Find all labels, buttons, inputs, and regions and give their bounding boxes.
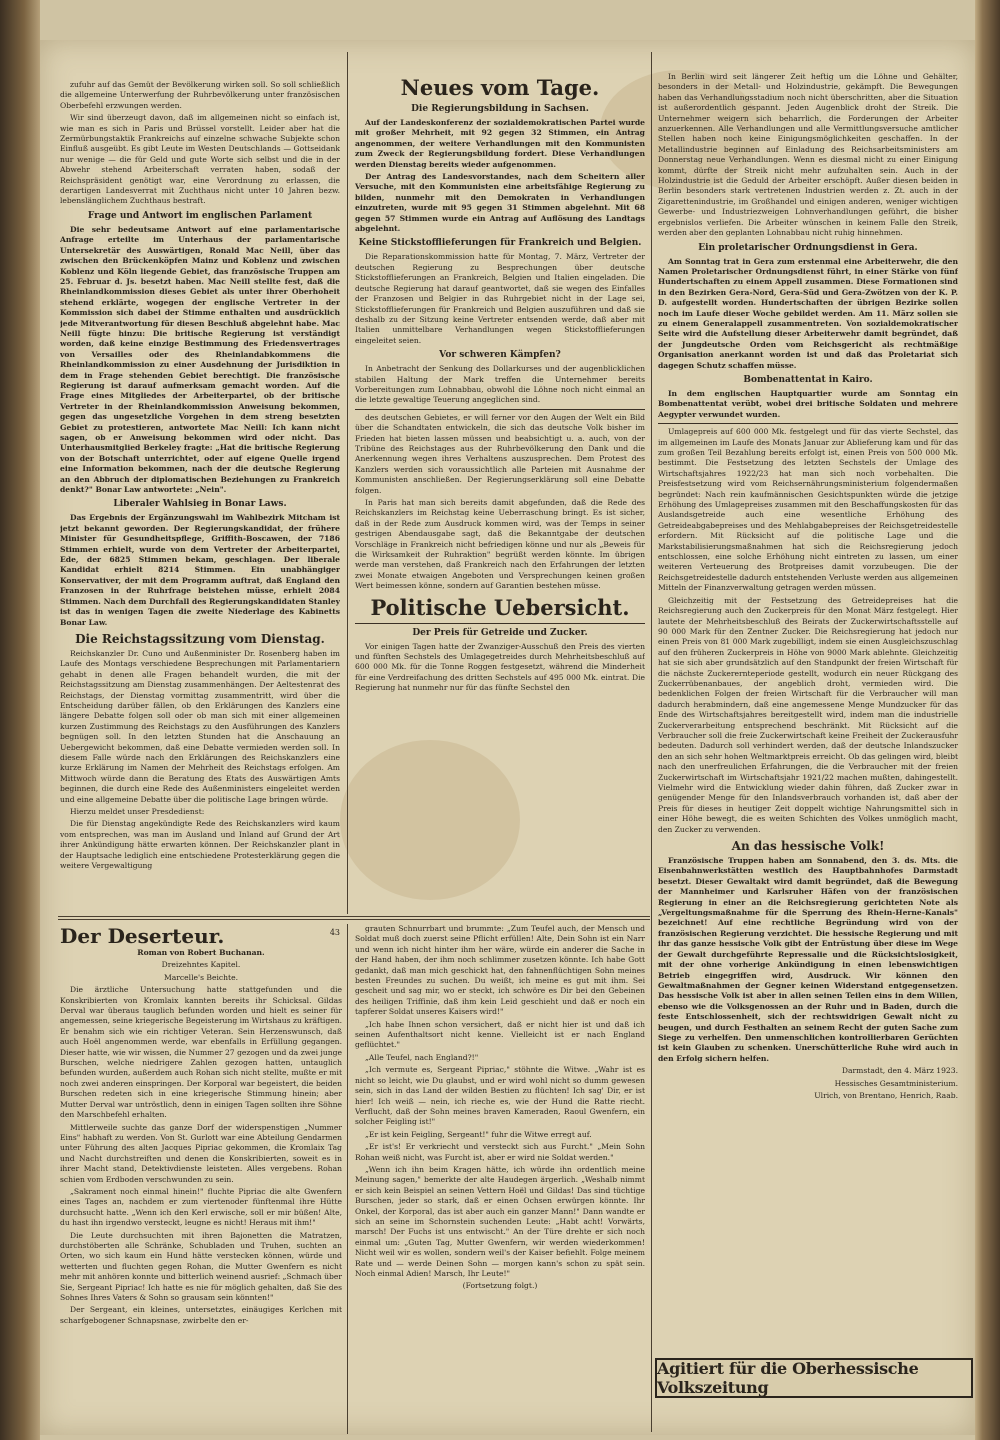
subscription-banner: Agitiert für die Oberhessische Volkszeitung	[655, 1358, 973, 1398]
headline-to-hessian-people: An das hessische Volk!	[731, 839, 885, 854]
paragraph: des deutschen Gebietes, er will ferner vor den Augen der Welt ein Bild über die Schandtaten entwickeln, die sich das deutsche Volk bisher im Frieden hat bieten lassen müssen und beabsichtigt u. a. auch, von der Tribüne des Reichstages aus der Ruhrbevölkerung den Dank und die Anerkennung wegen ihres Verhaltens auszusprechen. Dem Protest des Kanzlers werden sich voraussichtlich alle Parteien mit Ausnahme der Kommunisten anschließen. Der Regierungserklärung soll eine Debatte folgen.	[355, 412, 645, 495]
section-title-political-overview: Politische Uebersicht.	[370, 594, 630, 620]
divider	[355, 409, 645, 410]
serial-continuation-note: (Fortsetzung folgt.)	[462, 1281, 538, 1291]
divider	[658, 423, 958, 424]
headline-reichstag-session: Die Reichstagssitzung vom Dienstag.	[75, 631, 325, 646]
paragraph: Die Leute durchsuchten mit ihren Bajonetten die Matratzen, durchstöberten alle Schränke, Schubladen und Truhen, suchten an Orten, wo sich kaum ein Hund hätte verstecken können, würde und wetterten und fluchten gegen Rohan, die Mutter Gwenfern es nicht mehr mit anhören konnte und bitterlich weinend ausrief: „Schmach über Sie, Sergeant Pipriac! Ich hatte es nie für möglich gehalten, daß Sie des Sohnes Ihres Vaters & Sohn so grausam sein könnten!"	[60, 1230, 342, 1302]
headline-saxony-government: Die Regierungsbildung in Sachsen.	[411, 104, 589, 114]
serial-chapter: Dreizehntes Kapitel.	[161, 960, 241, 970]
paragraph: In Paris hat man sich bereits damit abgefunden, daß die Rede des Reichskanzlers im Reichstag keine Ueberraschung bringt. Es ist sicher, daß in der Rede zum Ausdruck kommen wird, was der Temps in seiner gestrigen Abendausgabe sagt, daß die Bekanntgabe der deutschen Vorschläge in Frankreich nicht befriedigen könne und nur als „Beweis für die Wirksamkeit der Ruhraktion" begrüßt werden könnte. Im übrigen werde man verstehen, daß Frankreich nach den Erfahrungen der letzten zwei Monate etwaigen Angeboten und Versprechungen keinen großen Wert beimessen könne, sondern auf Garantien bestehen müsse.	[355, 498, 645, 591]
paragraph: Gleichzeitig mit der Festsetzung des Getreidepreises hat die Reichsregierung auch den Zuckerpreis für den Monat März festgelegt. Hier lautete der Mehrheitsbeschluß des Beirats der Zuckerwirtschaftsstelle auf 90 000 Mark für den Zentner Zucker. Die Reichsregierung hat jedoch nur einen Preis von 81 000 Mark zugebilligt, indem sie einen Ausgleichszuschlag auf den früheren Zuckerpreis in Höhe von 9000 Mark ablehnte. Gleichzeitig hat sie sich aber grundsätzlich auf den Standpunkt der freien Wirtschaft für die nächste Zuckerernteperiode gestellt, wodurch ein neuer Rückgang des Zuckerrübenanbaues, der angeblich droht, vermieden wird. Die bedenklichen Folgen der freien Wirtschaft für die Verbraucher will man dadurch herabmindern, daß eine angemessene Menge Mundzucker für das Ende des Wirtschaftsjahres bereitgestellt wird, indem man die industrielle Zuckerverarbeitung entsprechend beschränkt. Mit Rücksicht auf die Verbraucher soll die freie Zuckerwirtschaft keine Freiheit der Zuckerausfuhr bedeuten. Dadurch soll verhindert werden, daß der deutsche Inlandszucker den an sich sehr hohen Weltmarktpreis erreicht. Ob das gelingen wird, bleibt nach den unerfreulichen Erfahrungen, die die Verbraucher mit der freien Zuckerwirtschaft im Wirtschaftsjahr 1921/22 machen mußten, dahingestellt. Vielmehr wird die Entwicklung wieder dahin führen, daß Zucker zwar in genügender Menge für den Inlandsverbrauch vorhanden ist, daß aber der Preis für dieses in heutiger Zeit doppelt wichtige Nahrungsmittel sich in einer Höhe bewegt, die es weiten Schichten des Volkes unmöglich macht, den Zucker zu verwenden.	[658, 595, 958, 834]
column-2	[355, 72, 645, 912]
headline-liberal-victory: Liberaler Wahlsieg in Bonar Laws.	[113, 499, 287, 510]
paragraph: „Ich habe Ihnen schon versichert, daß er nicht hier ist und daß ich seinen Aufenthaltsort nicht kenne. Vielleicht ist er nach England geflüchtet."	[355, 1019, 645, 1050]
paragraph: Die für Dienstag angekündigte Rede des Reichskanzlers wird kaum vom entsprechen, was man im Ausland und Inland auf Grund der Art ihrer Ankündigung hätte erwarten können. Der Reichskanzler plant in der Hauptsache lediglich eine entschiedene Protesterklärung gegen die weitere Vergewaltigung	[60, 819, 340, 871]
book-binding-left	[0, 0, 40, 1440]
column-1	[60, 80, 340, 912]
divider	[355, 623, 645, 624]
signatory-names: Ulrich, von Brentano, Henrich, Raab.	[814, 1090, 958, 1100]
paragraph: „Alle Teufel, nach England?!"	[365, 1052, 479, 1062]
signatory-ministry: Hessisches Gesamtministerium.	[834, 1078, 958, 1088]
feuilleton-rule	[58, 919, 650, 920]
headline-cairo-bombing: Bombenattentat in Kairo.	[743, 374, 873, 385]
paragraph: Am Sonntag trat in Gera zum erstenmal eine Arbeiterwehr, die den Namen Proletarischer Ordnungsdienst führt, in einer Stärke von fünf Hundertschaften zu einem Appell zusammen. Diese Formationen sind in den Bezirken Gera-Nord, Gera-Süd und Gera-Zwötzen von der K. P. D. aufgestellt worden. Hundertschaften der übrigen Bezirke sollen noch im Laufe dieser Woche gebildet werden. Am 11. März sollen sie zu einem Generalappell zusammentreten. Von sozialdemokratischer Seite wird die Aufstellung dieser Arbeiterwehr damit begründet, daß der Jungdeutsche Orden vom Reichsgericht als rechtmäßige Organisation anerkannt worden ist und daß das Proletariat sich dagegen Schutz schaffen müsse.	[658, 256, 958, 370]
paragraph: Mittlerweile suchte das ganze Dorf der widerspenstigen „Nummer Eins" habhaft zu werden. Von St. Gurlott war eine Abteilung Gendarmen unter Führung des alten Jacques Pipriac gekommen, die Kromlaix Tag und Nacht durchstreiften und denen die Konskribierten, soweit es in ihrer Macht stand, Detektivdienste leisteten. Alles vergebens. Rohan schien vom Erdboden verschwunden zu sein.	[60, 1122, 342, 1184]
paragraph: grauten Schnurrbart und brummte: „Zum Teufel auch, der Mensch und Soldat muß doch zuerst seine Pflicht erfüllen! Alte, Dein Sohn ist ein Narr und wenn ich nicht hinter ihm her wäre, würde ein anderer die Sache in der Hand haben, der ihm noch schlimmer zusetzen könnte. Ich habe Gott gedankt, daß man mich geschickt hat, den fahnenflüchtigen Sohn meines besten Freundes zu suchen. Du weißt, ich meine es gut mit ihm. Sei gescheit und sag mir, wo er steckt, ich schwöre es Dir bei den Gebeinen des heiligen Triffinie, daß ihm kein Leid geschieht und daß er noch ein tapferer Soldat unseres Kaisers wird!"	[355, 924, 645, 1017]
paragraph: Die Reparationskommission hatte für Montag, 7. März, Vertreter der deutschen Regierung zu Besprechungen über deutsche Stickstofflieferungen an Frankreich, Belgien und Italien eingeladen. Die deutsche Regierung hat darauf geantwortet, daß sie wegen des Einfalles der Franzosen und Belgier in das Ruhrgebiet nicht in der Lage sei, Stickstofflieferungen für Frankreich und Belgien auszuführen und daß sie deshalb zu der Sitzung keine Vertreter entsenden werde, daß aber mit Italien unmittelbare Verhandlungen wegen Stickstofflieferungen eingeleitet seien.	[355, 252, 645, 345]
serial-title: Der Deserteur.	[60, 924, 225, 948]
paragraph: Das Ergebnis der Ergänzungswahl im Wahlbezirk Mitcham ist jetzt bekannt geworden. Der Regierungskandidat, der frühere Minister für Gesundheitspflege, Griffith-Boscawen, der 7186 Stimmen erhielt, wurde von dem Vertreter der Arbeiterpartei, Ede, der 6825 Stimmen bekam, geschlagen. Der liberale Kandidat erhielt 8214 Stimmen. Ein unabhängiger Konservativer, der mit dem Programm auftrat, daß England den Franzosen in der Ruhrfrage beistehen müsse, erhielt 2084 Stimmen. Nach dem Durchfall des Regierungskandidaten Stanley ist das in wenigen Tagen die zweite Niederlage des Kabinetts Bonar Law.	[60, 513, 340, 627]
serial-chapter-title: Marcelle's Beichte.	[163, 972, 239, 982]
serial-installment-number: 43	[329, 928, 340, 937]
headline-nitrogen-deliveries: Keine Stickstofflieferungen für Frankreich und Belgien.	[358, 238, 642, 249]
paragraph: In Anbetracht der Senkung des Dollarkurses und der augenblicklichen stabilen Haltung der Mark treffen die Unternehmer bereits Vorbereitungen zum Lohnabbau, obwohl die Löhne noch nicht einmal an die letzte gewaltige Teuerung angeglichen sind.	[355, 364, 645, 405]
serial-column-2	[355, 924, 645, 1429]
serial-column-1	[60, 924, 342, 1429]
column-rule	[651, 52, 652, 1432]
paragraph: In dem englischen Hauptquartier wurde am Sonntag ein Bombenattentat verübt, wobei drei britische Soldaten und mehrere Aegypter verwundet wurden.	[658, 388, 958, 419]
column-rule	[347, 52, 348, 914]
feuilleton-rule	[58, 916, 650, 917]
headline-english-parliament: Frage und Antwort im englischen Parlament	[87, 210, 313, 221]
paragraph: „Ich vermute es, Sergeant Pipriac," stöhnte die Witwe. „Wahr ist es nicht so leicht, wie Du glaubst, und er wird wohl nicht so dumm gewesen sein, sich in das Land der wilden Bestien zu flüchten! Ich sag' Dir, er ist hier! Ich weiß — nein, ich rieche es, wie der Hund die Ratte riecht. Verflucht, daß der Sohn meines braven Kameraden, Raoul Gwenfern, ein solcher Feigling ist!"	[355, 1065, 645, 1127]
column-rule	[347, 924, 348, 1434]
paragraph: Vor einigen Tagen hatte der Zwanziger-Ausschuß den Preis des vierten und fünften Sechstels des Umlagegetreides durch Mehrheitsbeschluß auf 600 000 Mk. für die Tonne Roggen festgesetzt, während die Minderheit für eine Verdreifachung des dritten Sechstels auf 495 000 Mk. eintrat. Die Regierung hat nunmehr nur für das fünfte Sechstel den	[355, 641, 645, 693]
paragraph: „Wenn ich ihn beim Kragen hätte, ich würde ihn ordentlich meine Meinung sagen," bemerkte der alte Haudegen ärgerlich. „Weshalb nimmt er sich kein Beispiel an seinen Vettern Hoël und Gildas! Das sind tüchtige Burschen, jeder so stark, daß er einen Ochsen erwürgen könnte. Ihr Onkel, der Korporal, das ist aber auch ein ganzer Mann!" Dann wandte er sich an seine im Schornstein suchenden Leute: „Habt acht! Vorwärts, marsch! Der Fuchs ist uns entwischt." An der Türe drehte er sich noch einmal um: „Guten Tag, Mutter Gwenfern, wir werden wiederkommen! Nicht weil wir es wollen, sondern weil's der Kaiser befiehlt. Folge meinem Rate und — werde Deinen Sohn — morgen kann's schon zu spät sein. Noch einmal Adien! Marsch, Ihr Leute!"	[355, 1164, 645, 1278]
paragraph: Die ärztliche Untersuchung hatte stattgefunden und die Konskribierten von Kromlaix kannten bereits ihr Schicksal. Gildas Derval war überaus tauglich befunden worden und hielt es seiner für angemessen, seine kriegerische Begeisterung im Wirtshaus zu kräftigen. Er benahm sich wie ein richtiger Veteran. Sein Herzenswunsch, daß auch Hoël angenommen werde, war ebenfalls in Erfüllung gegangen. Dieser hatte, wie wir wissen, die Nummer 27 gezogen und da zwei junge Burschen, welche niedrigere Zahlen gezogen hatten, untauglich befunden wurden, außerdem auch Rohan sich nicht stellte, mußte er mit noch zwei anderen einspringen. Der Korporal war begeistert, die beiden Burschen redeten sich in eine kriegerische Stimmung hinein; aber Mutter Derval war untröstlich, denn in einigen Tagen sollten ihre Söhne den Marschbefehl erhalten.	[60, 985, 342, 1120]
paragraph: Der Sergeant, ein kleines, untersetztes, einäugiges Kerlchen mit scharfgebogener Schnapsnase, zwirbelte den er-	[60, 1305, 342, 1325]
paragraph: Der Antrag des Landesvorstandes, nach dem Scheitern aller Versuche, mit den Kommunisten eine arbeitsfähige Regierung zu bilden, nunmehr mit den Demokraten in Verhandlungen einzutreten, wurde mit 95 gegen 31 Stimmen abgelehnt. Mit 68 gegen 57 Stimmen wurde ein Antrag auf Auflösung des Landtags abgelehnt.	[355, 172, 645, 234]
paragraph: zufuhr auf das Gemüt der Bevölkerung wirken soll. So soll schließlich die allgemeine Unterwerfung der Ruhrbevölkerung unter französischen Oberbefehl erzwungen werden.	[60, 80, 340, 110]
paragraph: Wir sind überzeugt davon, daß im allgemeinen nicht so einfach ist, wie man es sich in Paris und Brüssel vorstellt. Leider aber hat die Zermürbungstaktik Frankreichs auf einzelne schwache Subjekte schon Einfluß ausgeübt. Es gibt Leute im Westen Deutschlands — Gottseidank nur wenige — die für Geld und gute Worte sich selbst und die in der Abwehr stehend Arbeiterschaft verraten haben, sodaß der Reichspräsident genötigt war, eine Verordnung zu erlassen, die derartigen Landesverrat mit Zuchthaus nicht unter 10 Jahren bezw. lebenslänglichem Zuchthaus bestraft.	[60, 113, 340, 206]
headline-grain-sugar-price: Der Preis für Getreide und Zucker.	[412, 627, 588, 638]
paragraph: „Sakrament noch einmal hinein!" fluchte Pipriac die alte Gwenfern eines Tages an, nachdem er zum viertenoder fünftenmal ihre Hütte durchsucht hatte. „Wenn ich den Kerl erwische, soll er mir büßen! Alte, du hast ihn irgendwo versteckt, leugne es nicht! Heraus mit ihm!"	[60, 1186, 342, 1228]
paragraph: Hierzu meldet unser Presdedienst:	[70, 807, 205, 816]
headline-hard-struggles: Vor schweren Kämpfen?	[439, 350, 561, 361]
paragraph: Umlagepreis auf 600 000 Mk. festgelegt und für das vierte Sechstel, das im allgemeinen im Laufe des Monats Januar zur Ablieferung kam und für das zum großen Teil Bezahlung bereits erfolgt ist, einen Preis von 500 000 Mk. bestimmt. Die Festsetzung des letzten Sechstels der Umlage des Wirtschaftsjahres 1922/23 hat man sich noch vorbehalten. Die Preisfestsetzung wird vom Reichsernährungsministerium folgendermaßen begründet: Nach rein kaufmännischen Gesichtspunkten würde die jetzige Erhöhung des Umlagepreises zusammen mit den Beschaffungskosten für das Auslandsgetreide auch eine wesentliche Erhöhung des Getreideabgabepreises und des Mehlabgabepreises der Reichsgetreidestelle erfordern. Mit Rücksicht auf die politische Lage und die Markstabilisierungsmaßnahmen hat sich die Reichsregierung jedoch entschlossen, eine solche Erhöhung nicht eintreten zu lassen, um einer weiteren Verteuerung des Brotpreises damit vorzubeugen. Die der Reichsgetreidestelle dadurch entstehenden Verluste werden aus allgemeinen Mitteln der Finanzverwaltung getragen werden müssen.	[658, 427, 958, 593]
column-3	[658, 72, 958, 1354]
section-title-news-of-the-day: Neues vom Tage.	[400, 75, 600, 100]
paragraph: Die sehr bedeutsame Antwort auf eine parlamentarische Anfrage erteilte im Unterhaus der parlamentarische Untersekretär des Auswärtigen, Ronald Mac Neill, über das zwischen den Brückenköpfen Mainz und Koblenz und zwischen Koblenz und Köln liegende Gebiet, das französische Truppen am 25. Februar d. Js. besetzt haben. Mac Neill stellte fest, daß die Rheinlandkommission dieses Gebiet als unter ihrer Oberhoheit stehend erklärte, wogegen der englische Vertreter in der Kommission sich dabei der Stimme enthalten und ausdrücklich jede Mitverantwortung für diesen Beschluß abgelehnt habe. Mac Neill fügte hinzu: Die britische Regierung ist verständigt worden, daß keine einzige Bestimmung des Friedensvertrages von Versailles oder des Rheinlandabkommens die Rheinlandkommission zu einer Ausdehnung der Jurisdiktion in dem in Frage stehenden Gebiet berechtigt. Die französische Regierung ist darauf aufmerksam gemacht worden. Auf die Frage eines Mitgliedes der Arbeiterpartei, ob der britische Vertreter in der Rheinlandkommission Anweisung bekommen, gegen das ungesetzliche Vorgehen in dem streng besetzten Gebiet zu protestieren, antwortete Mac Neill: Ich kann nicht sagen, ob er Anweisung bekommen wird oder nicht. Das Unterhausmitglied Berkeley fragte: „Hat die britische Regierung von der Botschaft unterrichtet, oder auf eigene Quelle irgend eine Information bekommen, nach der die deutsche Regierung an den Abbruch der diplomatischen Beziehungen zu Frankreich denkt?" Bonar Law antwortete: „Nein".	[60, 224, 340, 495]
paragraph: Reichskanzler Dr. Cuno und Außenminister Dr. Rosenberg haben im Laufe des Montags verschiedene Besprechungen mit Parlamentariern gehabt in denen alle Fragen behandelt wurden, die mit der Reichstagssitzung am Dienstag zusammenhängen. Der Aeltestenrat des Reichstags, der Dienstag vormittag zusammentritt, wird über die Entscheidung darüber fällen, ob den Erklärungen des Kanzlers eine längere Debatte folgen soll oder ob man sich mit einer allgemeinen kurzen Zustimmung des Reichstags zu den Ausführungen des Kanzlers begnügen soll. In den letzten Stunden hat die Anschauung an Uebergewicht bekommen, daß eine Debatte vermieden werden soll. In diesem Falle würde nach den Erklärungen des Reichskanzlers eine kurze Erklärung im Namen der Mehrheit des Reichstags erfolgen. Am Mittwoch würde dann die Beratung des Etats des Auswärtigen Amts beginnen, die durch eine Rede des Außenministers eingeleitet werden und eine allgemeine Debatte über die politische Lage bringen würde.	[60, 648, 340, 804]
paragraph: „Er ist's! Er verkriecht und versteckt sich aus Furcht." „Mein Sohn Rohan weiß nicht, was Furcht ist, aber er wird nie Soldat werden."	[355, 1142, 645, 1162]
book-binding-right	[975, 0, 1000, 1440]
paragraph: Französische Truppen haben am Sonnabend, den 3. ds. Mts. die Eisenbahnwerkstätten westlich des Hauptbahnhofes Darmstadt besetzt. Dieser Gewaltakt wird damit begründet, daß die Bewegung der Mannheimer und Karlsruher Häfen von der französischen Regierung in einer an die Reichsregierung gerichteten Note als „Vergeltungsmaßnahme für die Sperrung des Rhein-Herne-Kanals" bezeichnet! Auf eine rechtliche Begründung wird von der französischen Regierung verzichtet. Die hessische Regierung und mit ihr das ganze hessische Volk gibt der Entrüstung über diese im Wege der Gewalt durchgeführte Repressalie und die Rücksichtslosigkeit, mit der ohne vorherige Ankündigung in einen lebenswichtigen Betrieb eingegriffen wird, Ausdruck. Wir können den Gewaltmaßnahmen der Gegner keinen Widerstand entgegensetzen. Das hessische Volk ist aber in allen seinen Teilen eins in dem Willen, ebenso wie die Volksgenossen an der Ruhr und in Baden, durch die feste Entschlossenheit, sich der rechtswidrigen Gewalt nicht zu beugen, und durch Festhalten an seinem Recht der guten Sache zum Siege zu verhelfen. Den unmenschlichen kontrollierbaren Gerüchten ist kein Glauben zu schenken. Unerschütterliche Ruhe wird auch in den Erfolg sichern helfen.	[658, 856, 958, 1063]
paragraph: „Er ist kein Feigling, Sergeant!" fuhr die Witwe erregt auf.	[365, 1129, 592, 1139]
paragraph: In Berlin wird seit längerer Zeit heftig um die Löhne und Gehälter, besonders in der Metall- und Holzindustrie, gekämpft. Die Bewegungen haben das Verhandlungsstadium noch nicht überschritten, aber die Situation ist außerordentlich gespannt. Jeden Augenblick droht der Streik. Die Unternehmer weigern sich beharrlich, die Forderungen der Arbeiter anzuerkennen. Alle Verhandlungen und alle Vermittlungsversuche amtlicher Stellen haben noch keine Einigungsmöglichkeiten geschaffen. In der Metallindustrie beginnen auf Einladung des Reichsarbeitsministers am Donnerstag neue Verhandlungen. Wenn es diesmal nicht zu einer Einigung kommt, dürfte der Streik nicht mehr aufzuhalten sein. Auch in der Holzindustrie ist die Geduld der Arbeiter erschöpft. Außer diesen beiden in Berlin besonders stark vertretenen Industrien werden z. Zt. auch in der Zigarettenindustrie, im Großhandel und einigen anderen, weniger wichtigen Gewerbe- und Industriezweigen Lohnverhandlungen geführt, die bisher ergebnislos verliefen. Die Arbeiter wünschen in keinem Falle den Streik, werden aber den geplanten Lohnabbau nicht ruhig hinnehmen.	[658, 72, 958, 238]
serial-subtitle: Roman von Robert Buchanan.	[137, 948, 265, 957]
paragraph: Auf der Landeskonferenz der sozialdemokratischen Partei wurde mit großer Mehrheit, mit 92 gegen 32 Stimmen, ein Antrag angenommen, der weitere Verhandlungen mit den Kommunisten zum Zweck der Regierungsbildung fordert. Diese Verhandlungen werden Dienstag bereits wieder aufgenommen.	[355, 118, 645, 169]
dateline: Darmstadt, den 4. März 1923.	[841, 1066, 958, 1076]
headline-gera-order-service: Ein proletarischer Ordnungsdienst in Gera.	[698, 242, 918, 253]
